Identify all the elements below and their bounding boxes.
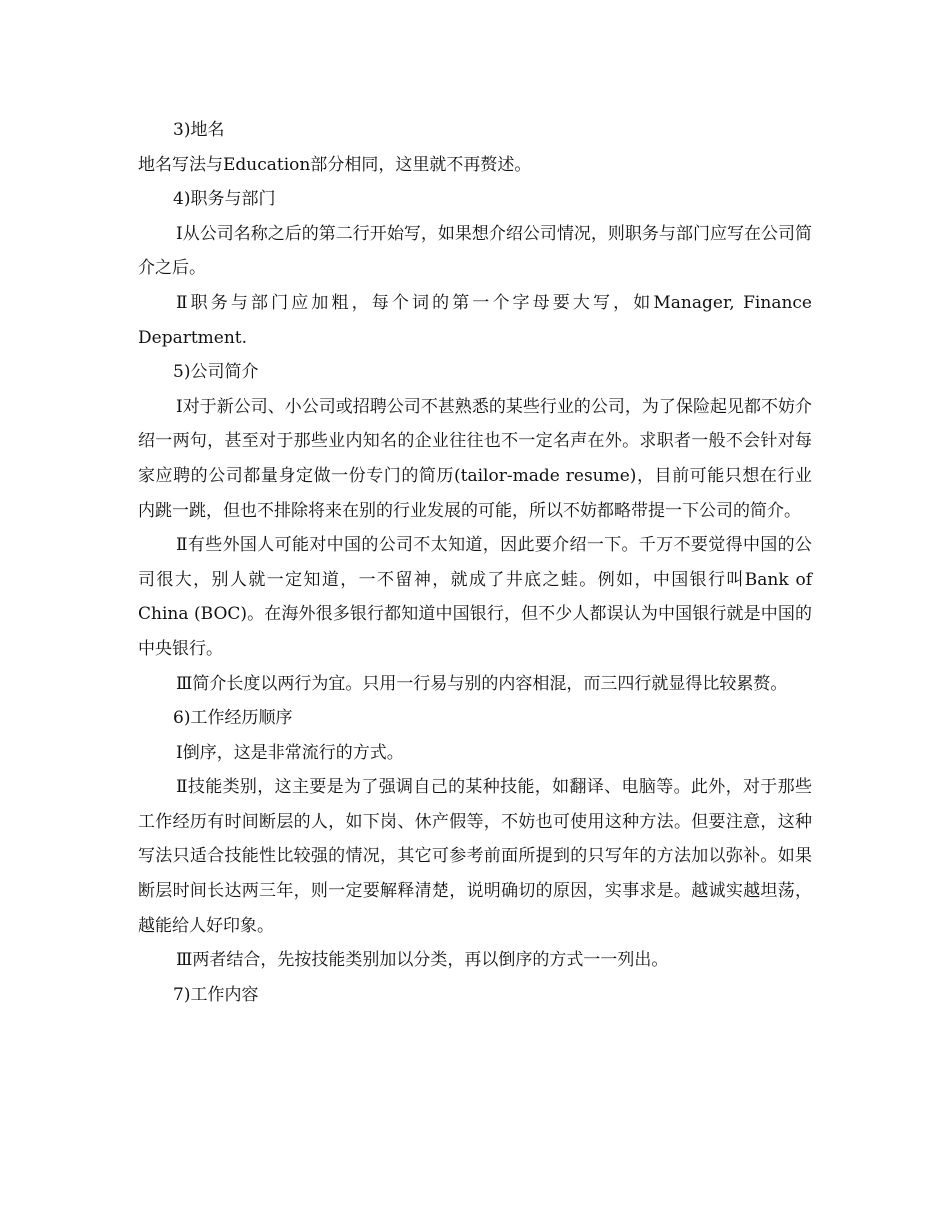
- paragraph: Ⅱ技能类别，这主要是为了强调自己的某种技能，如翻译、电脑等。此外，对于那些工作经历有时间断层的人，如下岗、休产假等，不妨也可使用这种方法。但要注意，这种写法只适合技能性比较强的情况，其它可参考前面所提到的只写年的方法加以弥补。如果断层时间长达两三年，则一定要解释清楚，说明确切的原因，实事求是。越诚实越坦荡，越能给人好印象。: [138, 777, 812, 936]
- paragraph: Ⅱ职务与部门应加粗，每个词的第一个字母要大写，如Manager, Finance Department.: [138, 292, 812, 348]
- section-heading-place-name: 3)地名: [173, 120, 225, 140]
- section-heading-position-department: 4)职务与部门: [173, 189, 276, 210]
- paragraph: Ⅰ倒序，这是非常流行的方式。: [176, 742, 404, 763]
- paragraph: 地名写法与Education部分相同，这里就不再赘述。: [138, 154, 532, 175]
- section-heading-company-intro: 5)公司简介: [173, 362, 259, 383]
- section-heading-work-order: 6)工作经历顺序: [173, 708, 293, 729]
- paragraph: Ⅲ两者结合，先按技能类别加以分类，再以倒序的方式一一列出。: [176, 950, 669, 971]
- section-heading-work-content: 7)工作内容: [173, 984, 259, 1005]
- document-body: [138, 113, 812, 1012]
- paragraph: Ⅲ简介长度以两行为宜。只用一行易与别的内容相混，而三四行就显得比较累赘。: [176, 673, 788, 694]
- paragraph: Ⅰ从公司名称之后的第二行开始写，如果想介绍公司情况，则职务与部门应写在公司简介之后。: [138, 223, 812, 279]
- paragraph: Ⅰ对于新公司、小公司或招聘公司不甚熟悉的某些行业的公司，为了保险起见都不妨介绍一两句，甚至对于那些业内知名的企业往往也不一定名声在外。求职者一般不会针对每家应聘的公司都量身定做一份专门的简历(tailor-made resume)，目前可能只想在行业内跳一跳，但也不排除将来在别的行业发展的可能，所以不妨都略带提一下公司的简介。: [138, 396, 812, 521]
- paragraph: Ⅱ有些外国人可能对中国的公司不太知道，因此要介绍一下。千万不要觉得中国的公司很大，别人就一定知道，一不留神，就成了井底之蛙。例如，中国银行叫Bank of China (BOC)。在海外很多银行都知道中国银行，但不少人都误认为中国银行就是中国的中央银行。: [138, 535, 812, 659]
